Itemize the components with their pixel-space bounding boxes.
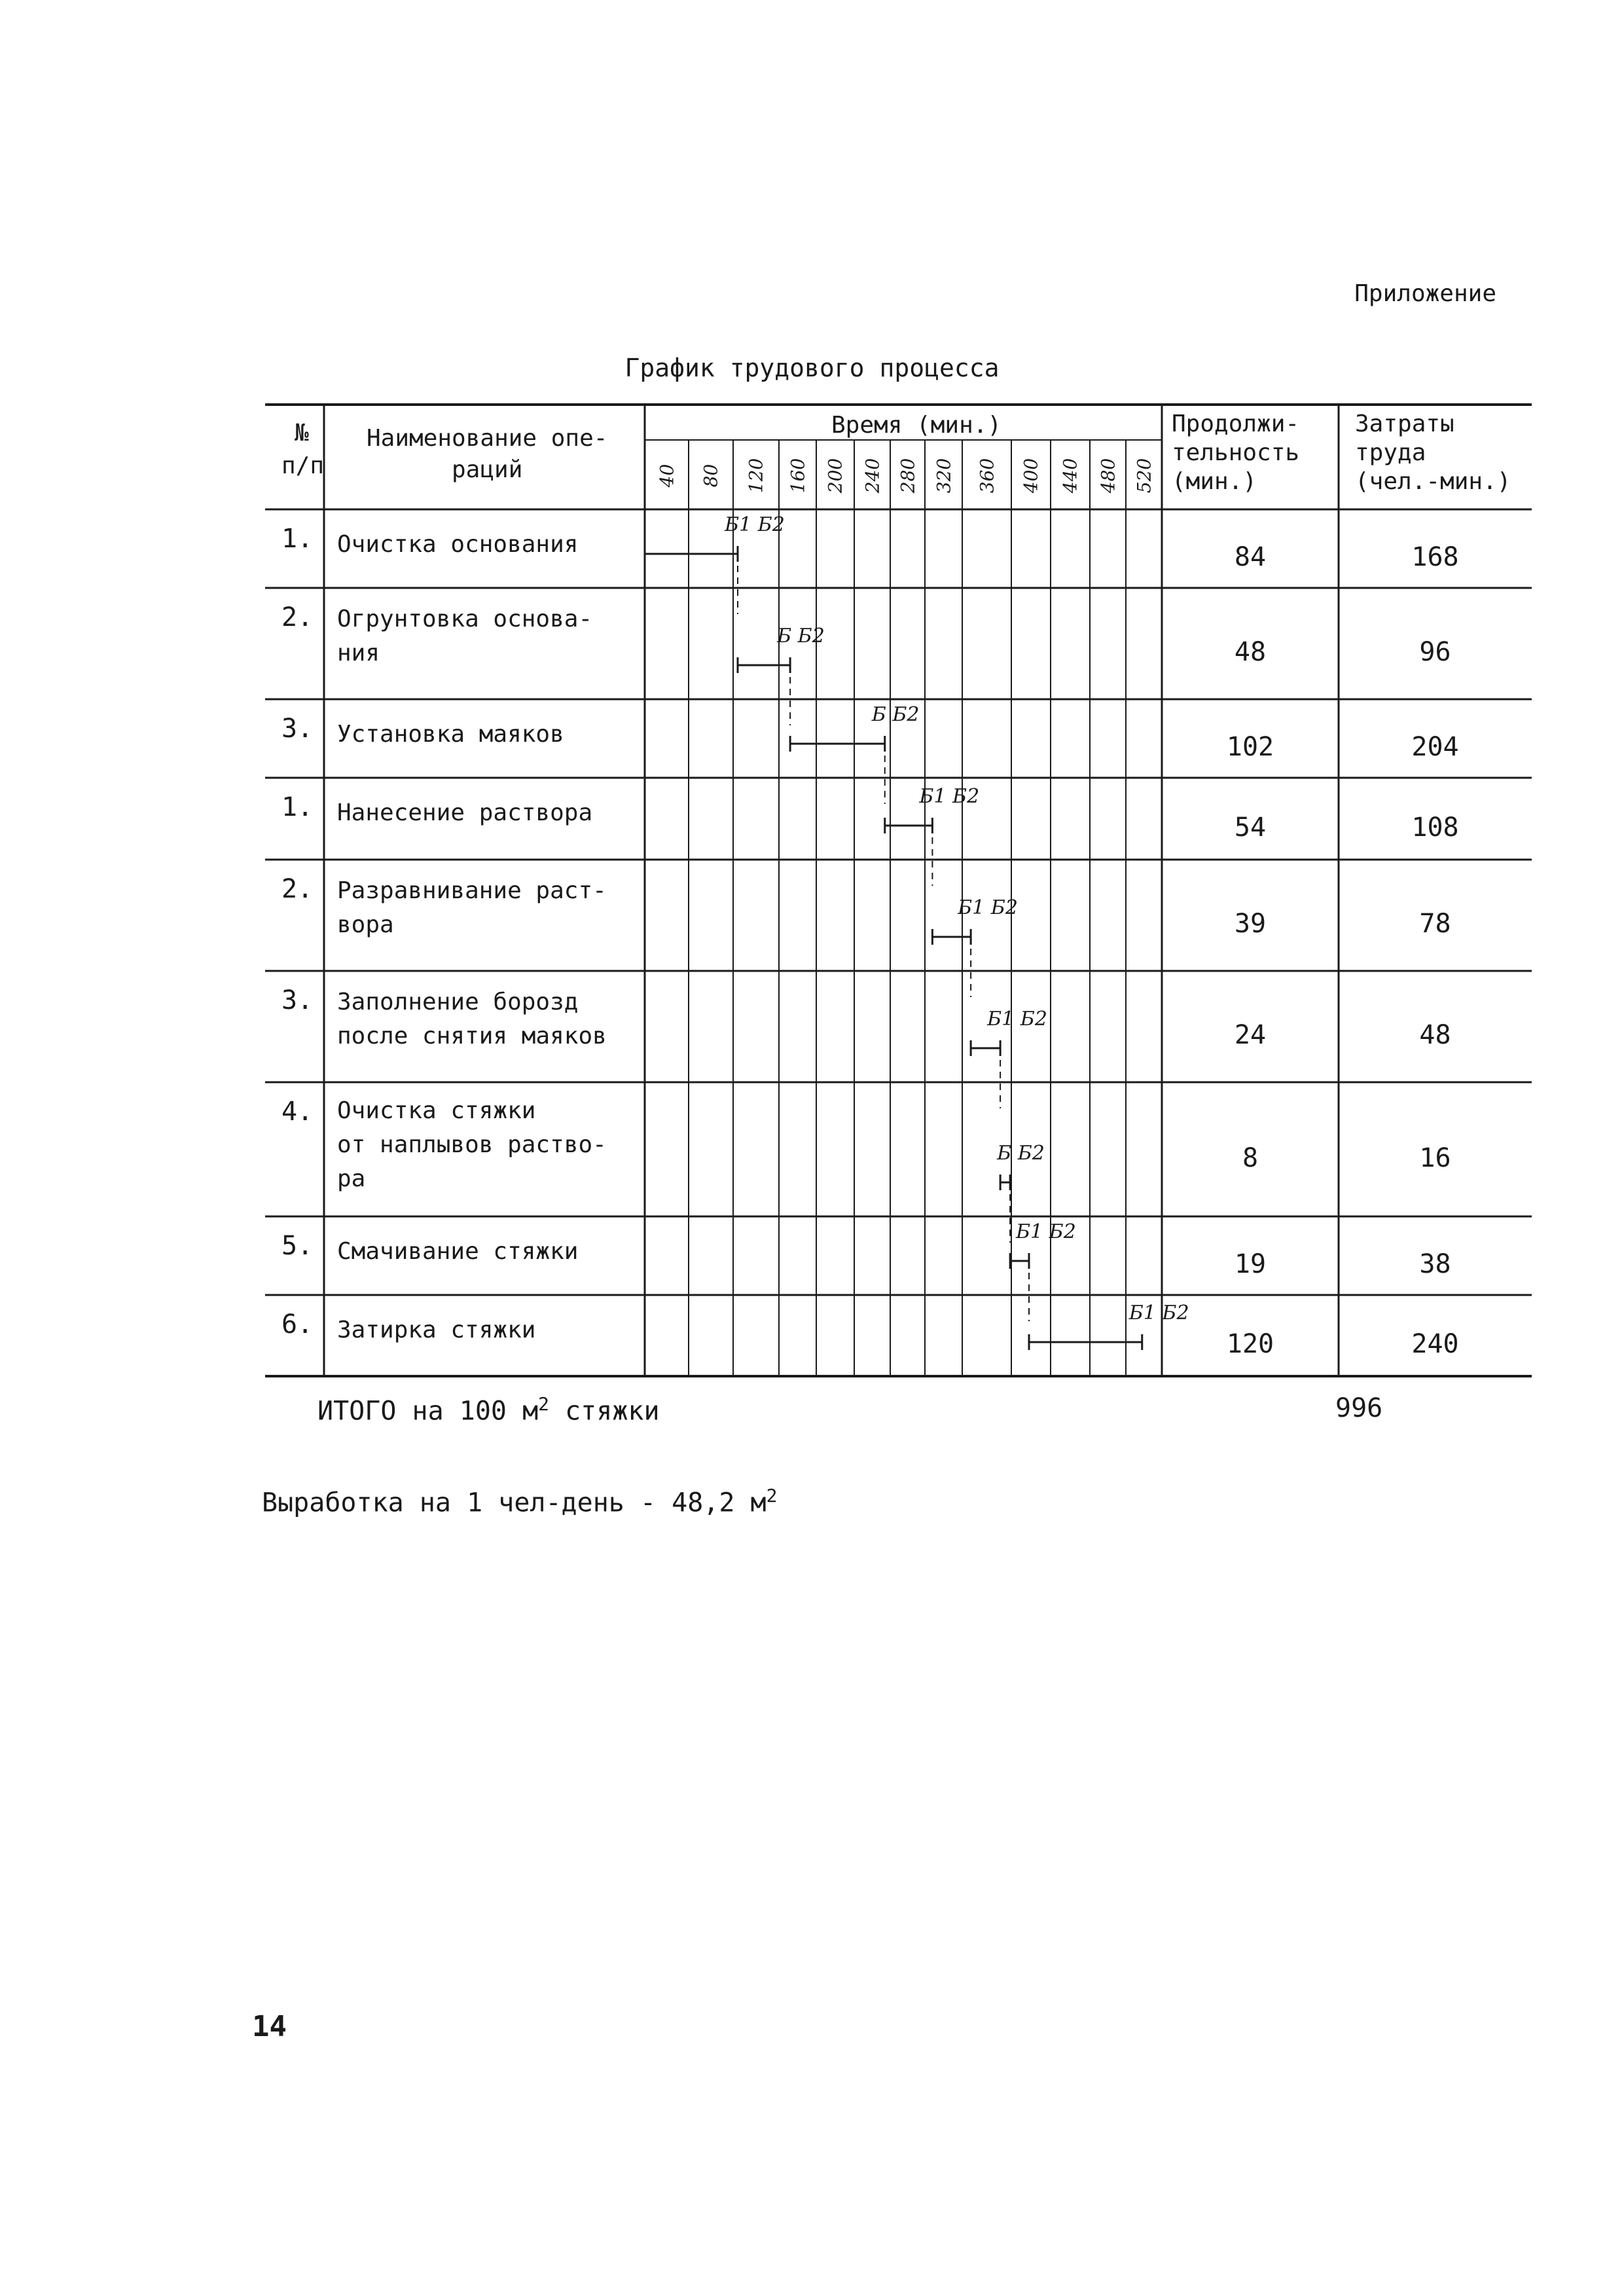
time-tick-label: 360 bbox=[976, 458, 998, 494]
header-time: Время (мин.) bbox=[831, 412, 1002, 439]
operation-name: Установка маяков bbox=[337, 721, 564, 748]
labor-value: 204 bbox=[1411, 732, 1459, 762]
operation-name: вора bbox=[337, 911, 394, 938]
header-duration: Продолжи- bbox=[1172, 410, 1300, 437]
duration-value: 120 bbox=[1226, 1329, 1274, 1359]
duration-value: 48 bbox=[1234, 637, 1267, 667]
duration-value: 39 bbox=[1234, 909, 1267, 939]
labor-value: 240 bbox=[1411, 1329, 1459, 1359]
row-number: 1. bbox=[281, 524, 314, 554]
worker-label: Б Б2 bbox=[997, 1142, 1045, 1165]
operation-name: Разравнивание раст- bbox=[337, 877, 607, 904]
total-value: 996 bbox=[1335, 1393, 1383, 1423]
time-tick-label: 200 bbox=[824, 458, 846, 494]
labor-value: 168 bbox=[1411, 542, 1459, 572]
output-per-day: Выработка на 1 чел-день - 48,2 $м^2$ bbox=[262, 1485, 778, 1518]
labor-value: 78 bbox=[1419, 909, 1451, 939]
row-number: 2. bbox=[281, 602, 314, 632]
labor-value: 96 bbox=[1419, 637, 1451, 667]
worker-label: Б Б2 bbox=[777, 625, 825, 647]
worker-label: Б1 Б2 bbox=[725, 513, 785, 536]
header-duration: тельность bbox=[1172, 439, 1300, 466]
page-number: 14 bbox=[252, 2010, 287, 2043]
time-tick-label: 400 bbox=[1020, 458, 1042, 494]
worker-label: Б1 Б2 bbox=[919, 785, 980, 808]
header-labor: труда bbox=[1355, 439, 1426, 466]
operation-name: Затирка стяжки bbox=[337, 1317, 536, 1343]
total-label: ИТОГО на 100 $м^2$ стяжки bbox=[317, 1393, 660, 1427]
row-number: 5. bbox=[281, 1231, 314, 1261]
operation-name: Очистка стяжки bbox=[337, 1097, 536, 1124]
time-tick-label: 440 bbox=[1059, 458, 1081, 494]
operation-name: Очистка основания bbox=[337, 531, 579, 558]
worker-label: Б1 Б2 bbox=[1016, 1220, 1076, 1243]
page-title: График трудового процесса bbox=[624, 354, 1000, 382]
worker-label: Б1 Б2 bbox=[958, 896, 1018, 919]
header-duration: (мин.) bbox=[1172, 468, 1257, 495]
operation-name: Огрунтовка основа- bbox=[337, 606, 593, 632]
duration-value: 54 bbox=[1234, 812, 1267, 843]
time-tick-label: 320 bbox=[933, 458, 954, 494]
row-number: 4. bbox=[281, 1097, 314, 1127]
operation-name: Нанесение раствора bbox=[337, 799, 593, 826]
header-num: № bbox=[295, 420, 309, 446]
time-tick-label: 120 bbox=[745, 458, 767, 494]
operation-name: Заполнение борозд bbox=[337, 989, 579, 1015]
header-labor: Затраты bbox=[1355, 410, 1454, 437]
time-tick-label: 160 bbox=[787, 458, 808, 494]
header-operation: раций bbox=[452, 456, 523, 483]
operation-name: ния bbox=[337, 640, 380, 666]
duration-value: 8 bbox=[1242, 1142, 1259, 1173]
time-tick-label: 40 bbox=[656, 464, 677, 488]
duration-value: 84 bbox=[1234, 542, 1267, 572]
row-number: 1. bbox=[281, 792, 314, 822]
operation-name: ра bbox=[337, 1165, 366, 1192]
labor-value: 16 bbox=[1419, 1142, 1451, 1173]
labor-value: 48 bbox=[1419, 1020, 1451, 1050]
time-tick-label: 480 bbox=[1097, 458, 1119, 494]
worker-label: Б1 Б2 bbox=[1128, 1302, 1189, 1324]
header-labor: (чел.-мин.) bbox=[1355, 468, 1511, 495]
operation-name: Смачивание стяжки bbox=[337, 1238, 579, 1265]
labor-value: 38 bbox=[1419, 1249, 1451, 1279]
operation-name: от наплывов раство- bbox=[337, 1131, 607, 1158]
duration-value: 24 bbox=[1234, 1020, 1267, 1050]
header-operation: Наименование опе- bbox=[367, 425, 608, 452]
time-tick-label: 240 bbox=[861, 458, 883, 494]
labor-value: 108 bbox=[1411, 812, 1459, 843]
appendix-label: Приложение bbox=[1354, 280, 1496, 307]
duration-value: 102 bbox=[1226, 732, 1274, 762]
worker-label: Б Б2 bbox=[871, 703, 920, 726]
header-num: п/п bbox=[281, 452, 325, 479]
time-tick-label: 280 bbox=[897, 458, 918, 494]
row-number: 2. bbox=[281, 874, 314, 904]
row-number: 6. bbox=[281, 1309, 314, 1339]
duration-value: 19 bbox=[1234, 1249, 1267, 1279]
time-tick-label: 520 bbox=[1133, 458, 1155, 494]
time-tick-label: 80 bbox=[700, 464, 722, 488]
row-number: 3. bbox=[281, 714, 314, 744]
worker-label: Б1 Б2 bbox=[987, 1008, 1047, 1030]
operation-name: после снятия маяков bbox=[337, 1023, 607, 1049]
row-number: 3. bbox=[281, 985, 314, 1015]
